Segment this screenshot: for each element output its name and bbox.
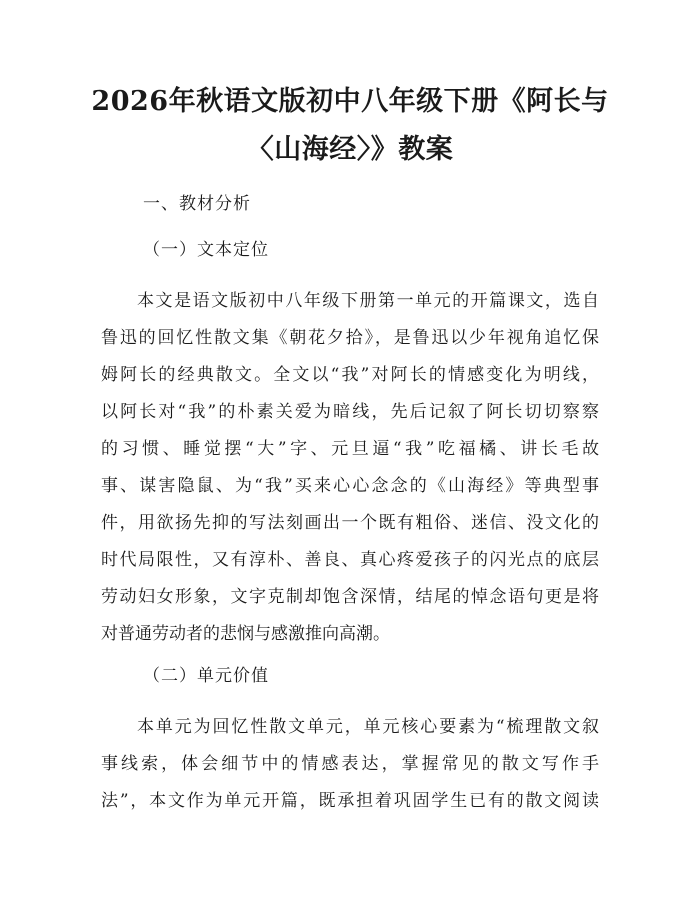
- paragraph-line: 事线索，体会细节中的情感表达，掌握常见的散文写作手: [101, 754, 599, 774]
- section-heading-textbook-analysis: 一、教材分析: [143, 194, 251, 214]
- paragraph-line: 姆阿长的经典散文。全文以“我”对阿长的情感变化为明线，: [101, 365, 599, 385]
- paragraph-line: 本文是语文版初中八年级下册第一单元的开篇课文，选自: [137, 291, 599, 311]
- paragraph-line: 件，用欲扬先抑的写法刻画出一个既有粗俗、迷信、没文化的: [101, 513, 599, 533]
- subsection-heading-unit-value: （二）单元价值: [143, 666, 269, 686]
- document-title-line-2: 〈山海经〉》教案: [246, 134, 454, 165]
- paragraph-line: 以阿长对“我”的朴素关爱为暗线，先后记叙了阿长切切察察: [101, 402, 599, 422]
- document-title-line-1: 2026年秋语文版初中八年级下册《阿长与: [91, 86, 609, 117]
- paragraph-line: 劳动妇女形象，文字克制却饱含深情，结尾的悼念语句更是将: [101, 587, 599, 607]
- paragraph-line: 事、谋害隐鼠、为“我”买来心心念念的《山海经》等典型事: [101, 476, 599, 496]
- paragraph-line: 的习惯、睡觉摆“大”字、元旦逼“我”吃福橘、讲长毛故: [101, 439, 599, 459]
- paragraph-line: 鲁迅的回忆性散文集《朝花夕拾》，是鲁迅以少年视角追忆保: [101, 328, 599, 348]
- paragraph-line: 本单元为回忆性散文单元，单元核心要素为“梳理散文叙: [137, 717, 599, 737]
- paragraph-line: 对普通劳动者的悲悯与感激推向高潮。: [101, 624, 390, 644]
- paragraph-line: 时代局限性，又有淳朴、善良、真心疼爱孩子的闪光点的底层: [101, 550, 599, 570]
- subsection-heading-text-positioning: （一）文本定位: [143, 240, 269, 260]
- paragraph-line: 法”，本文作为单元开篇，既承担着巩固学生已有的散文阅读: [101, 791, 599, 811]
